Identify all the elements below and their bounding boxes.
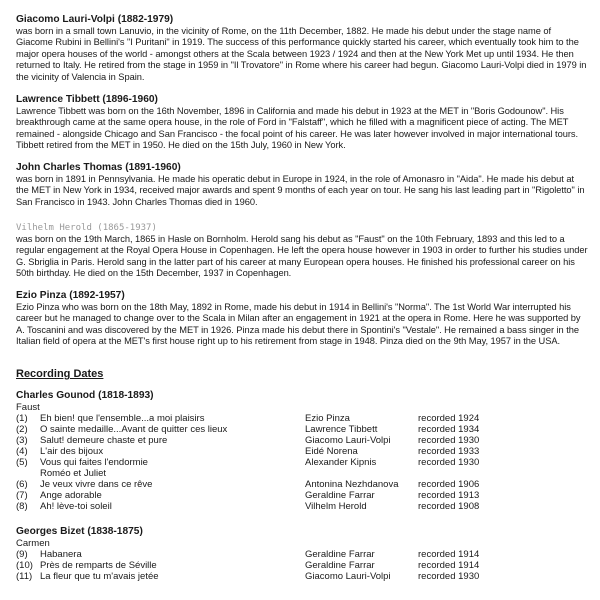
track-row xyxy=(16,571,588,582)
track-list-carmen xyxy=(16,549,588,582)
bio-name: Giacomo Lauri-Volpi (1882-1979) xyxy=(16,14,174,25)
track-row xyxy=(16,435,588,446)
track-number: (3) xyxy=(16,435,28,446)
bio-text: Ezio Pinza who was born on the 18th May, 1892 in Rome, made his debut in 1914 in Bellini's "Norma". The 1st World War interrupted his career but he managed to change over to the Scala in Milan after an engagement in 1921 at the opera in Rome. Here he was supported by A. Toscanini and was discovered by the MET in 1926. Pinza made his debut there in Spontini's "Vestale". He remained a bass singer in the Italian field of opera at the MET's first house right up to his retirement from stage in 1948. Pinza died on the 9th May, 1957 in the USA. xyxy=(16,302,581,347)
bio-text: Lawrence Tibbett was born on the 16th November, 1896 in California and made his debut in 1923 at the MET in "Boris Godounow". His breakthrough came at the same opera house, in the role of Ford in "Falstaff", which he filled with a magnificent piece of acting. The MET remained - alongside Chicago and San Francisco - the focal point of his career. He was later however involved in major international tours. Tibbett retired from the MET in 1950. He died on the 15th July, 1960 in New York. xyxy=(16,106,579,151)
bio-text: was born in a small town Lanuvio, in the vicinity of Rome, on the 11th December, 1882. He made his debut under the stage name of Giacome Rubini in Bellini's "I Puritani" in 1919. The success of this performance quickly started his career, which eventually took him to the major opera houses of the world - amongst others at the Scala between 1923 / 1924 and then at the New York Met up until 1934. He then returned to Italy. He retired from the stage in 1959 in "Il Trovatore" in Rome where his career had begun. Giacomo Lauri-Volpi died in 1979 in the vicinity of Valencia in Spain. xyxy=(16,26,587,82)
track-title: La fleur que tu m'avais jetée xyxy=(40,571,159,582)
track-year: recorded 1914 xyxy=(418,549,480,560)
track-artist: Giacomo Lauri-Volpi xyxy=(305,435,391,446)
recording-dates-heading: Recording Dates xyxy=(16,368,104,380)
composer-gounod: Charles Gounod (1818-1893) xyxy=(16,390,154,401)
work-faust: Faust xyxy=(16,402,40,413)
track-list-faust xyxy=(16,413,588,512)
track-year: recorded 1933 xyxy=(418,446,480,457)
track-artist: Geraldine Farrar xyxy=(305,560,375,571)
track-artist: Vilhelm Herold xyxy=(305,501,367,512)
track-row xyxy=(16,457,588,468)
track-artist: Lawrence Tibbett xyxy=(305,424,378,435)
subwork-title xyxy=(16,468,588,479)
track-title: Habanera xyxy=(40,549,82,560)
track-number: (11) xyxy=(16,571,33,582)
track-artist: Geraldine Farrar xyxy=(305,549,375,560)
track-number: (4) xyxy=(16,446,28,457)
track-title: Ah! lève-toi soleil xyxy=(40,501,112,512)
track-number: (1) xyxy=(16,413,28,424)
work-carmen: Carmen xyxy=(16,538,50,549)
track-year: recorded 1924 xyxy=(418,413,480,424)
track-artist: Alexander Kipnis xyxy=(305,457,377,468)
track-year: recorded 1930 xyxy=(418,435,480,446)
track-number: (8) xyxy=(16,501,28,512)
bio-pinza xyxy=(16,290,588,348)
track-title: Salut! demeure chaste et pure xyxy=(40,435,168,446)
track-row xyxy=(16,490,588,501)
track-row xyxy=(16,549,588,560)
track-year: recorded 1914 xyxy=(418,560,480,571)
bio-tibbett xyxy=(16,94,588,152)
track-artist: Eidé Norena xyxy=(305,446,358,457)
track-title: O sainte medaille...Avant de quitter ces lieux xyxy=(40,424,228,435)
track-number: (2) xyxy=(16,424,28,435)
track-row xyxy=(16,479,588,490)
track-artist: Antonina Nezhdanova xyxy=(305,479,399,490)
track-artist: Giacomo Lauri-Volpi xyxy=(305,571,391,582)
bio-text: was born in 1891 in Pennsylvania. He made his operatic debut in Europe in 1924, in the role of Amonasro in "Aida". He made his debut at the MET in New York in 1934, received major awards and spent 9 months of each year on tour. He sang his last leading part in "Rigoletto" in San Francisco in 1943. John Charles Thomas died in 1960. xyxy=(16,174,585,207)
bio-name: Lawrence Tibbett (1896-1960) xyxy=(16,94,158,105)
track-title: Eh bien! que l'ensemble...a moi plaisirs xyxy=(40,413,205,424)
bio-herold xyxy=(16,222,588,280)
track-year: recorded 1908 xyxy=(418,501,480,512)
track-row xyxy=(16,424,588,435)
subwork-label: Roméo et Juliet xyxy=(40,468,107,479)
track-title: Près de remparts de Séville xyxy=(40,560,157,571)
track-number: (6) xyxy=(16,479,28,490)
track-number: (5) xyxy=(16,457,28,468)
track-year: recorded 1906 xyxy=(418,479,480,490)
track-title: Je veux vivre dans ce rêve xyxy=(40,479,153,490)
track-year: recorded 1913 xyxy=(418,490,480,501)
track-year: recorded 1934 xyxy=(418,424,480,435)
track-title: Ange adorable xyxy=(40,490,102,501)
track-number: (10) xyxy=(16,560,33,571)
bio-lauri-volpi xyxy=(16,14,588,83)
bio-name: Vilhelm Herold (1865-1937) xyxy=(16,223,157,233)
track-artist: Geraldine Farrar xyxy=(305,490,375,501)
track-number: (7) xyxy=(16,490,28,501)
bio-thomas xyxy=(16,162,588,208)
track-artist: Ezio Pinza xyxy=(305,413,350,424)
track-title: L'air des bijoux xyxy=(40,446,104,457)
track-row xyxy=(16,446,588,457)
track-row xyxy=(16,560,588,571)
track-year: recorded 1930 xyxy=(418,571,480,582)
bio-text: was born on the 19th March, 1865 in Hasle on Bornholm. Herold sang his debut as "Faust" on the 10th February, 1893 and this led to a regular engagement at the Royal Opera House in Copenhagen. He left the opera house however in 1903 in order to further his studies under G. Sbriglia in Paris. Herold sang in the latter part of his career at many European opera houses. He finished his professional career on his 50th birthday. He died on the 15th December, 1937 in Copenhagen. xyxy=(16,234,588,279)
track-row xyxy=(16,501,588,512)
bio-name: Ezio Pinza (1892-1957) xyxy=(16,290,125,301)
track-number: (9) xyxy=(16,549,28,560)
composer-bizet: Georges Bizet (1838-1875) xyxy=(16,526,143,537)
track-title: Vous qui faites l'endormie xyxy=(40,457,148,468)
track-year: recorded 1930 xyxy=(418,457,480,468)
track-row xyxy=(16,413,588,424)
bio-name: John Charles Thomas (1891-1960) xyxy=(16,162,181,173)
